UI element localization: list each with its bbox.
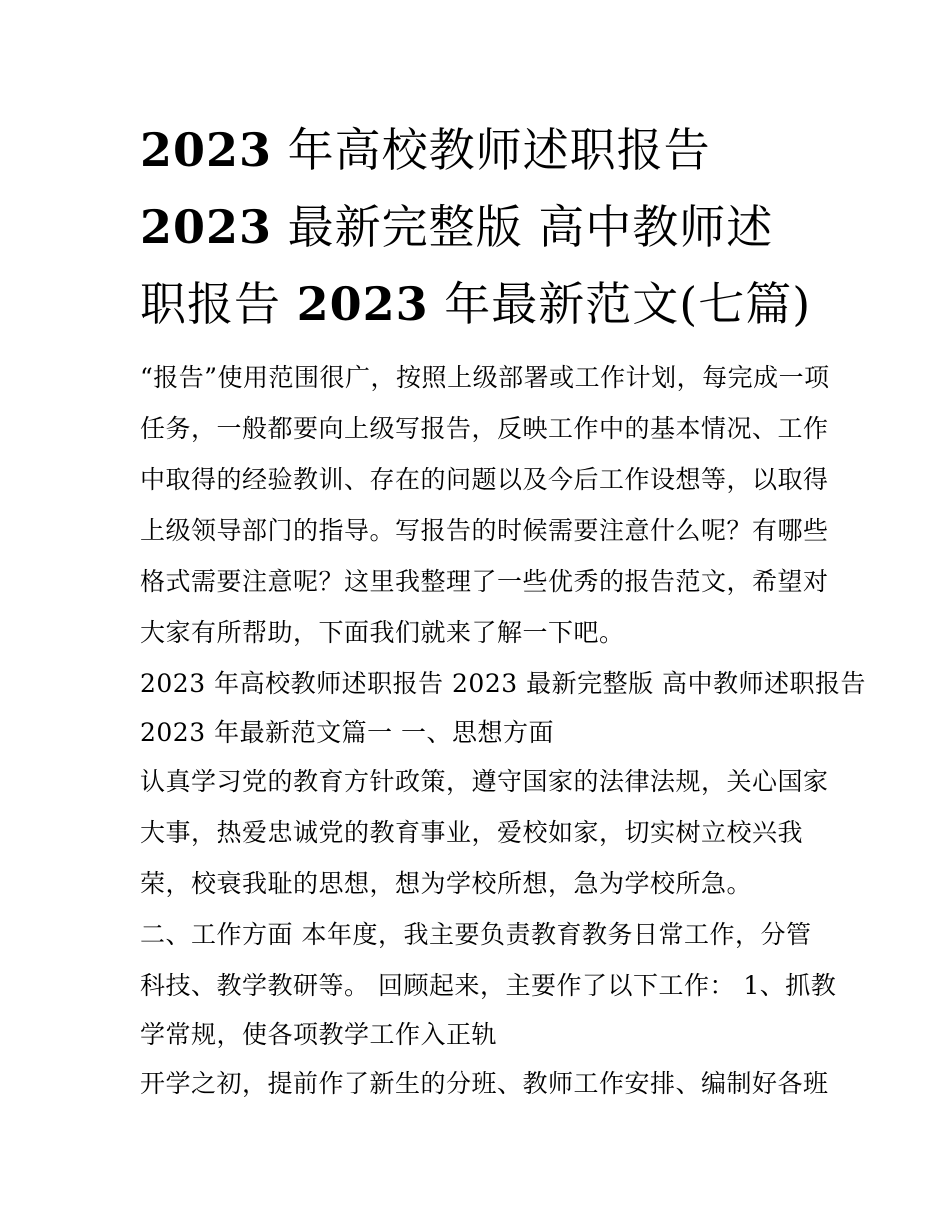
title-year: 2023 (296, 277, 429, 331)
body-line: 大事，热爱忠诚党的教育事业，爱校如家，切实树立校兴我 (140, 818, 804, 847)
body-line: 上级领导部门的指导。写报告的时候需要注意什么呢？有哪些 (140, 516, 829, 545)
title-line-3 (140, 266, 830, 343)
section-heading-line: 2023 年最新范文篇一 一、思想方面 (140, 718, 555, 747)
body-line: 任务，一般都要向上级写报告，反映工作中的基本情况、工作 (140, 414, 829, 443)
body-line: 学常规，使各项教学工作入正轨 (140, 1020, 498, 1049)
body-line: “报告”使用范围很广，按照上级部署或工作计划，每完成一项 (140, 363, 830, 392)
body-line: 二、工作方面 本年度，我主要负责教育教务日常工作，分管 (140, 920, 812, 949)
body-line: 认真学习党的教育方针政策，遵守国家的法律法规，关心国家 (140, 767, 829, 796)
title-line-2 (140, 189, 830, 266)
title-year: 2023 (140, 200, 273, 254)
body-line: 荣，校衰我耻的思想，想为学校所想，急为学校所急。 (140, 869, 753, 898)
section-heading-line: 2023 年高校教师述职报告 2023 最新完整版 高中教师述职报告 (140, 669, 867, 698)
body-line: 大家有所帮助，下面我们就来了解一下吧。 (140, 618, 625, 647)
title-text: 年高校教师述职报告 (272, 123, 711, 177)
document-title (140, 112, 830, 343)
title-text: 最新完整版 高中教师述 (272, 200, 774, 254)
title-year: 2023 (140, 123, 273, 177)
document-body (140, 352, 867, 1109)
body-line: 科技、教学教研等。 回顾起来，主要作了以下工作： 1、抓教 (140, 971, 837, 1000)
title-text: 年最新范文(七篇) (428, 277, 812, 331)
title-line-1 (140, 112, 830, 189)
body-line: 开学之初，提前作了新生的分班、教师工作安排、编制好各班 (140, 1069, 829, 1098)
body-line: 中取得的经验教训、存在的问题以及今后工作设想等，以取得 (140, 465, 829, 494)
title-text: 职报告 (140, 277, 297, 331)
body-line: 格式需要注意呢？这里我整理了一些优秀的报告范文，希望对 (140, 567, 829, 596)
